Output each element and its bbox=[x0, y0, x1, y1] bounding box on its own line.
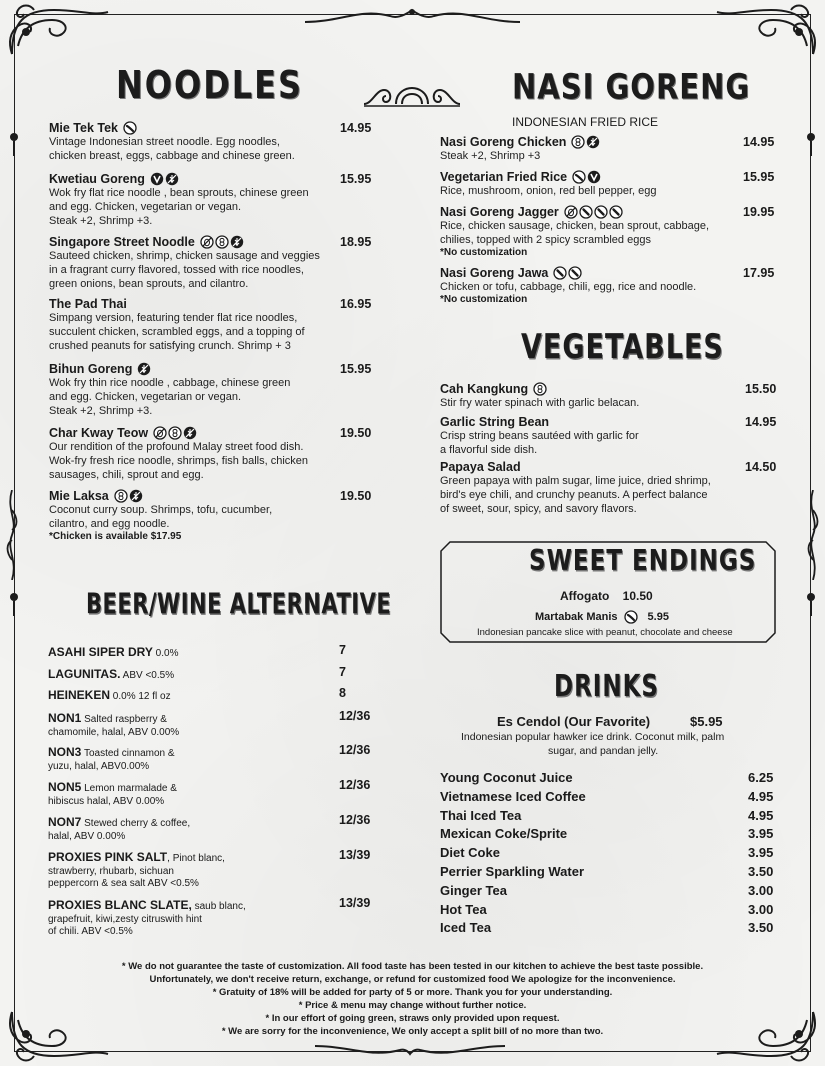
drink-price: 3.00 bbox=[748, 901, 774, 917]
item-name-row bbox=[49, 489, 334, 503]
beer-name: NON1 bbox=[48, 711, 82, 725]
beer-detail: , Pinot blanc, bbox=[167, 853, 225, 864]
item-description: Steak +2, Shrimp +3. bbox=[49, 405, 153, 417]
item-name: Martabak Manis bbox=[535, 611, 618, 623]
item-name: Garlic String Bean bbox=[440, 415, 550, 429]
beer-description: of chili. ABV <0.5% bbox=[48, 926, 133, 937]
chili-icon bbox=[624, 610, 638, 624]
beer-non5 bbox=[48, 778, 328, 808]
beer-name-row bbox=[48, 709, 328, 727]
item-description: Wok-fry fresh rice noodle, shrimps, fish balls, chicken bbox=[49, 455, 308, 467]
menu-item-vegetarian-fried-rice bbox=[440, 170, 740, 198]
item-description: Coconut curry soup. Shrimps, tofu, cucumber, bbox=[49, 504, 273, 516]
beer-price: 12/36 bbox=[339, 743, 371, 757]
beer-price: 7 bbox=[339, 665, 346, 679]
beer-detail: saub blanc, bbox=[191, 901, 246, 912]
item-name-row bbox=[440, 170, 740, 184]
pin-ornament-icon bbox=[9, 592, 19, 618]
dietary-icons bbox=[572, 170, 601, 184]
drink-price: 4.95 bbox=[748, 788, 774, 804]
item-price: 14.95 bbox=[745, 415, 777, 429]
item-description: Steak +2, Shrimp +3. bbox=[49, 215, 153, 227]
item-description: sausages, chili, sprout and egg. bbox=[49, 469, 204, 481]
item-description: Wok fry thin rice noodle , cabbage, chinese green bbox=[49, 377, 291, 389]
section-subtitle-fried-rice: INDONESIAN FRIED RICE bbox=[512, 115, 659, 129]
pepper-icon bbox=[579, 205, 593, 219]
drink-vietnamese-iced-coffee: Vietnamese Iced Coffee bbox=[440, 788, 586, 804]
menu-item-affogato bbox=[560, 589, 653, 603]
dietary-icons bbox=[123, 121, 137, 135]
item-price: 14.95 bbox=[340, 121, 372, 135]
item-note: *No customization bbox=[440, 294, 528, 305]
beer-name: HEINEKEN bbox=[48, 688, 111, 702]
beer-price: 12/36 bbox=[339, 778, 371, 792]
item-price: 10.50 bbox=[622, 589, 653, 603]
beer-asahi-siper-dry bbox=[48, 643, 328, 661]
gluten-icon bbox=[230, 235, 244, 249]
item-note: *Chicken is available $17.95 bbox=[49, 531, 182, 542]
drink-price: 3.00 bbox=[748, 882, 774, 898]
menu-item-cah-kangkung bbox=[440, 382, 740, 410]
beer-name-row bbox=[48, 848, 328, 866]
section-title-drinks: DRINKS bbox=[554, 670, 659, 704]
menu-item-papaya-salad bbox=[440, 460, 740, 516]
item-description: a flavorful side dish. bbox=[440, 444, 538, 456]
item-name: The Pad Thai bbox=[49, 297, 127, 311]
item-description: Rice, mushroom, onion, red bell pepper, egg bbox=[440, 185, 657, 197]
item-description: Chicken or tofu, cabbage, chili, egg, rice and noodle. bbox=[440, 281, 697, 293]
beer-detail: ABV <0.5% bbox=[120, 670, 175, 681]
beer-name: NON5 bbox=[48, 780, 82, 794]
item-name: Mie Laksa bbox=[49, 489, 109, 503]
beer-non3 bbox=[48, 743, 328, 773]
item-name-row bbox=[49, 172, 334, 186]
menu-item-mie-tek-tek bbox=[49, 121, 334, 163]
drink-young-coconut-juice: Young Coconut Juice bbox=[440, 770, 573, 785]
beer-detail: Toasted cinnamon & bbox=[81, 748, 175, 759]
gluten-icon bbox=[183, 426, 197, 440]
beer-description: strawberry, rhubarb, sichuan bbox=[48, 866, 174, 877]
section-title-sweet-endings: SWEET ENDINGS bbox=[529, 545, 757, 578]
item-name-row bbox=[49, 426, 334, 440]
item-name: Bihun Goreng bbox=[49, 362, 133, 376]
peanut-icon bbox=[215, 235, 229, 249]
footer-line: * We are sorry for the inconvenience, We only accept a split bill of no more than two. bbox=[221, 1026, 604, 1037]
item-price: 17.95 bbox=[743, 266, 775, 280]
beer-price: 12/36 bbox=[339, 813, 371, 827]
item-description: cilantro, and egg noodle. bbox=[49, 518, 170, 530]
beer-proxies-blanc-slate bbox=[48, 896, 328, 938]
beer-description: yuzu, halal, ABV0.00% bbox=[48, 761, 150, 772]
item-description: and egg. Chicken, vegetarian or vegan. bbox=[49, 391, 242, 403]
item-description: Steak +2, Shrimp +3 bbox=[440, 150, 541, 162]
beer-description: peppercorn & sea salt ABV <0.5% bbox=[48, 878, 199, 889]
beer-price: 12/36 bbox=[339, 709, 371, 723]
peanut-icon bbox=[168, 426, 182, 440]
item-name-row bbox=[440, 266, 740, 280]
dietary-icons bbox=[571, 135, 600, 149]
menu-item-kwetiau-goreng bbox=[49, 172, 334, 228]
item-price: 15.50 bbox=[745, 382, 777, 396]
menu-item-martabak-manis bbox=[535, 610, 669, 624]
beer-name-row bbox=[48, 665, 328, 683]
beer-name-row bbox=[48, 896, 328, 914]
beer-detail: 0.0% bbox=[152, 648, 179, 659]
bottom-flourish-icon bbox=[310, 1040, 510, 1060]
beer-detail: 0.0% 12 fl oz bbox=[110, 691, 171, 702]
drink-thai-iced-tea: Thai Iced Tea bbox=[440, 807, 522, 823]
beer-name-row bbox=[48, 778, 328, 796]
drink-ginger-tea: Ginger Tea bbox=[440, 882, 507, 898]
pin-ornament-icon bbox=[806, 132, 816, 158]
item-name: Papaya Salad bbox=[440, 460, 521, 474]
beer-price: 7 bbox=[339, 643, 346, 657]
gluten-icon bbox=[165, 172, 179, 186]
footer-line: * We do not guarantee the taste of customization. All food taste has been tested in our kitchen to achieve the best taste possible. bbox=[121, 961, 704, 972]
item-name-row bbox=[440, 460, 740, 474]
beer-description: hibiscus halal, ABV 0.00% bbox=[48, 796, 165, 807]
dietary-icons bbox=[153, 426, 197, 440]
item-name: Cah Kangkung bbox=[440, 382, 529, 396]
section-title-beer-wine: BEER/WINE ALTERNATIVE bbox=[86, 588, 392, 621]
beer-description: chamomile, halal, ABV 0.00% bbox=[48, 727, 180, 738]
menu-item-bihun-goreng bbox=[49, 362, 334, 418]
item-description: green onions, bean sprouts, and cilantro. bbox=[49, 278, 249, 290]
item-description: Green papaya with palm sugar, lime juice, dried shrimp, bbox=[440, 475, 711, 487]
menu-item-nasi-goreng-jawa bbox=[440, 266, 740, 306]
dietary-icons bbox=[533, 382, 547, 396]
menu-item-char-kway-teow bbox=[49, 426, 334, 482]
pepper-icon bbox=[553, 266, 567, 280]
menu-item-singapore-street-noodle bbox=[49, 235, 334, 291]
drink-price: 3.95 bbox=[748, 826, 774, 842]
item-name-row bbox=[49, 362, 334, 376]
pepper-icon bbox=[609, 205, 623, 219]
item-description: Stir fry water spinach with garlic belacan. bbox=[440, 397, 640, 409]
beer-name: NON7 bbox=[48, 815, 82, 829]
item-name-row bbox=[440, 382, 740, 396]
drink-price: 4.95 bbox=[748, 807, 774, 823]
item-description: Wok fry flat rice noodle , bean sprouts, chinese green bbox=[49, 187, 309, 199]
menu-item-garlic-string-bean bbox=[440, 415, 740, 457]
dietary-icons bbox=[200, 235, 244, 249]
footer-line: * Gratuity of 18% will be added for party of 5 or more. Thank you for your understanding. bbox=[212, 987, 613, 998]
item-description: succulent chicken, scrambled eggs, and a topping of bbox=[49, 326, 305, 338]
side-flourish-icon bbox=[4, 490, 20, 580]
section-title-nasi-goreng: NASI GORENG bbox=[512, 66, 751, 107]
gluten-icon bbox=[586, 135, 600, 149]
beer-detail: Stewed cherry & coffee, bbox=[81, 818, 191, 829]
section-title-noodles: NOODLES bbox=[116, 62, 304, 108]
pepper-icon bbox=[568, 266, 582, 280]
item-name: Nasi Goreng Jawa bbox=[440, 266, 549, 280]
pepper-icon bbox=[594, 205, 608, 219]
beer-name-row bbox=[48, 643, 328, 661]
corner-flourish-icon bbox=[4, 2, 114, 62]
item-description: chilies, topped with 2 spicy scrambled eggs bbox=[440, 234, 651, 246]
menu-item-the-pad-thai bbox=[49, 297, 334, 353]
vegan-icon bbox=[150, 172, 164, 186]
no-egg-icon bbox=[153, 426, 167, 440]
featured-drink-description: sugar, and pandan jelly. bbox=[548, 745, 659, 757]
beer-price: 13/39 bbox=[339, 896, 371, 910]
drink-diet-coke: Diet Coke bbox=[440, 845, 500, 861]
featured-drink-description: Indonesian popular hawker ice drink. Coconut milk, palm bbox=[461, 731, 725, 743]
footer-line: * Price & menu may change without further notice. bbox=[298, 1000, 527, 1011]
item-name-row bbox=[440, 135, 740, 149]
item-price: 16.95 bbox=[340, 297, 372, 311]
item-name-row bbox=[440, 205, 740, 219]
center-flourish-icon bbox=[362, 80, 462, 114]
drink-mexican-coke-sprite: Mexican Coke/Sprite bbox=[440, 826, 568, 842]
item-price: 14.95 bbox=[743, 135, 775, 149]
item-name: Affogato bbox=[560, 589, 610, 603]
item-name: Singapore Street Noodle bbox=[49, 235, 195, 249]
menu-item-nasi-goreng-jagger bbox=[440, 205, 740, 259]
featured-drink-price: $5.95 bbox=[690, 714, 723, 729]
item-price: 5.95 bbox=[647, 611, 669, 623]
featured-drink-name: Es Cendol (Our Favorite) bbox=[497, 714, 651, 729]
footer-line: * In our effort of going green, straws only provided upon request. bbox=[265, 1013, 560, 1024]
item-description: Vintage Indonesian street noodle. Egg noodles, bbox=[49, 136, 280, 148]
beer-description: halal, ABV 0.00% bbox=[48, 831, 126, 842]
footer-notes bbox=[40, 960, 785, 1038]
item-price: 14.50 bbox=[745, 460, 777, 474]
dietary-icons bbox=[114, 489, 143, 503]
drink-price: 3.50 bbox=[748, 920, 774, 936]
item-description: bird's eye chili, and crunchy peanuts. A perfect balance bbox=[440, 489, 708, 501]
peanut-icon bbox=[571, 135, 585, 149]
item-name: Vegetarian Fried Rice bbox=[440, 170, 568, 184]
menu-item-nasi-goreng-chicken bbox=[440, 135, 740, 163]
beer-price: 8 bbox=[339, 686, 346, 700]
item-price: 19.95 bbox=[743, 205, 775, 219]
no-egg-icon bbox=[200, 235, 214, 249]
beer-name: NON3 bbox=[48, 745, 82, 759]
dietary-icons bbox=[150, 172, 179, 186]
menu-item-mie-laksa bbox=[49, 489, 334, 543]
beer-name: PROXIES BLANC SLATE, bbox=[48, 898, 192, 912]
drink-price: 3.50 bbox=[748, 864, 774, 879]
beer-proxies-pink-salt bbox=[48, 848, 328, 890]
drink-hot-tea: Hot Tea bbox=[440, 901, 487, 917]
side-flourish-icon bbox=[805, 490, 821, 580]
item-description: in a fragrant curry flavored, tossed with rice noodles, bbox=[49, 264, 304, 276]
beer-detail: Salted raspberry & bbox=[81, 714, 167, 725]
item-description: crushed peanuts for satisfying crunch. Shrimp + 3 bbox=[49, 340, 291, 352]
vegan-icon bbox=[587, 170, 601, 184]
section-title-vegetables: VEGETABLES bbox=[521, 328, 724, 367]
item-name: Nasi Goreng Chicken bbox=[440, 135, 567, 149]
item-name: Mie Tek Tek bbox=[49, 121, 119, 135]
item-price: 15.95 bbox=[743, 170, 775, 184]
item-description: Sauteed chicken, shrimp, chicken sausage and veggies bbox=[49, 250, 320, 262]
beer-price: 13/39 bbox=[339, 848, 371, 862]
no-egg-icon bbox=[564, 205, 578, 219]
beer-description: grapefruit, kiwi,zesty citruswith hint bbox=[48, 914, 202, 925]
item-price: 18.95 bbox=[340, 235, 372, 249]
chili-icon bbox=[572, 170, 586, 184]
gluten-icon bbox=[137, 362, 151, 376]
item-name: Char Kway Teow bbox=[49, 426, 149, 440]
drink-perrier-sparkling-water: Perrier Sparkling Water bbox=[440, 864, 585, 879]
pin-ornament-icon bbox=[806, 592, 816, 618]
item-name: Nasi Goreng Jagger bbox=[440, 205, 559, 219]
item-price: 15.95 bbox=[340, 172, 372, 186]
corner-flourish-icon bbox=[711, 2, 821, 62]
item-name: Kwetiau Goreng bbox=[49, 172, 145, 186]
footer-line: Unfortunately, we don't receive return, exchange, or refund for customized food We apologize for the inconvenience. bbox=[149, 974, 676, 985]
beer-non1 bbox=[48, 709, 328, 739]
beer-non7 bbox=[48, 813, 328, 843]
item-description: Rice, chicken sausage, chicken, bean sprout, cabbage, bbox=[440, 220, 710, 232]
drink-iced-tea: Iced Tea bbox=[440, 920, 492, 936]
gluten-icon bbox=[129, 489, 143, 503]
drink-price: 6.25 bbox=[748, 770, 774, 785]
beer-name: ASAHI SIPER DRY bbox=[48, 645, 153, 659]
peanut-icon bbox=[114, 489, 128, 503]
item-name-row bbox=[49, 297, 334, 311]
item-name-row bbox=[49, 121, 334, 135]
item-price: 19.50 bbox=[340, 426, 372, 440]
item-note: *No customization bbox=[440, 247, 528, 258]
dietary-icons bbox=[553, 266, 582, 280]
beer-name-row bbox=[48, 686, 328, 704]
beer-heineken bbox=[48, 686, 328, 704]
item-description: Crisp string beans sautéed with garlic for bbox=[440, 430, 639, 442]
item-description: of sweet, sour, spicy, and savory flavors. bbox=[440, 503, 637, 515]
beer-detail: Lemon marmalade & bbox=[81, 783, 177, 794]
item-name-row bbox=[49, 235, 334, 249]
dietary-icons bbox=[137, 362, 151, 376]
beer-lagunitas bbox=[48, 665, 328, 683]
beer-name-row bbox=[48, 743, 328, 761]
beer-name-row bbox=[48, 813, 328, 831]
item-price: 19.50 bbox=[340, 489, 372, 503]
item-description: and egg. Chicken, vegetarian or vegan. bbox=[49, 201, 242, 213]
pin-ornament-icon bbox=[9, 132, 19, 158]
item-description: Our rendition of the profound Malay street food dish. bbox=[49, 441, 304, 453]
peanut-icon bbox=[533, 382, 547, 396]
martabak-description: Indonesian pancake slice with peanut, chocolate and cheese bbox=[477, 627, 733, 638]
item-description: chicken breast, eggs, cabbage and chinese green. bbox=[49, 150, 295, 162]
item-description: Simpang version, featuring tender flat rice noodles, bbox=[49, 312, 298, 324]
item-name-row bbox=[440, 415, 740, 429]
beer-name: PROXIES PINK SALT bbox=[48, 850, 168, 864]
beer-name: LAGUNITAS. bbox=[48, 667, 121, 681]
drink-price: 3.95 bbox=[748, 845, 774, 861]
top-flourish-icon bbox=[300, 4, 525, 28]
dietary-icons bbox=[564, 205, 623, 219]
item-price: 15.95 bbox=[340, 362, 372, 376]
chili-icon bbox=[123, 121, 137, 135]
